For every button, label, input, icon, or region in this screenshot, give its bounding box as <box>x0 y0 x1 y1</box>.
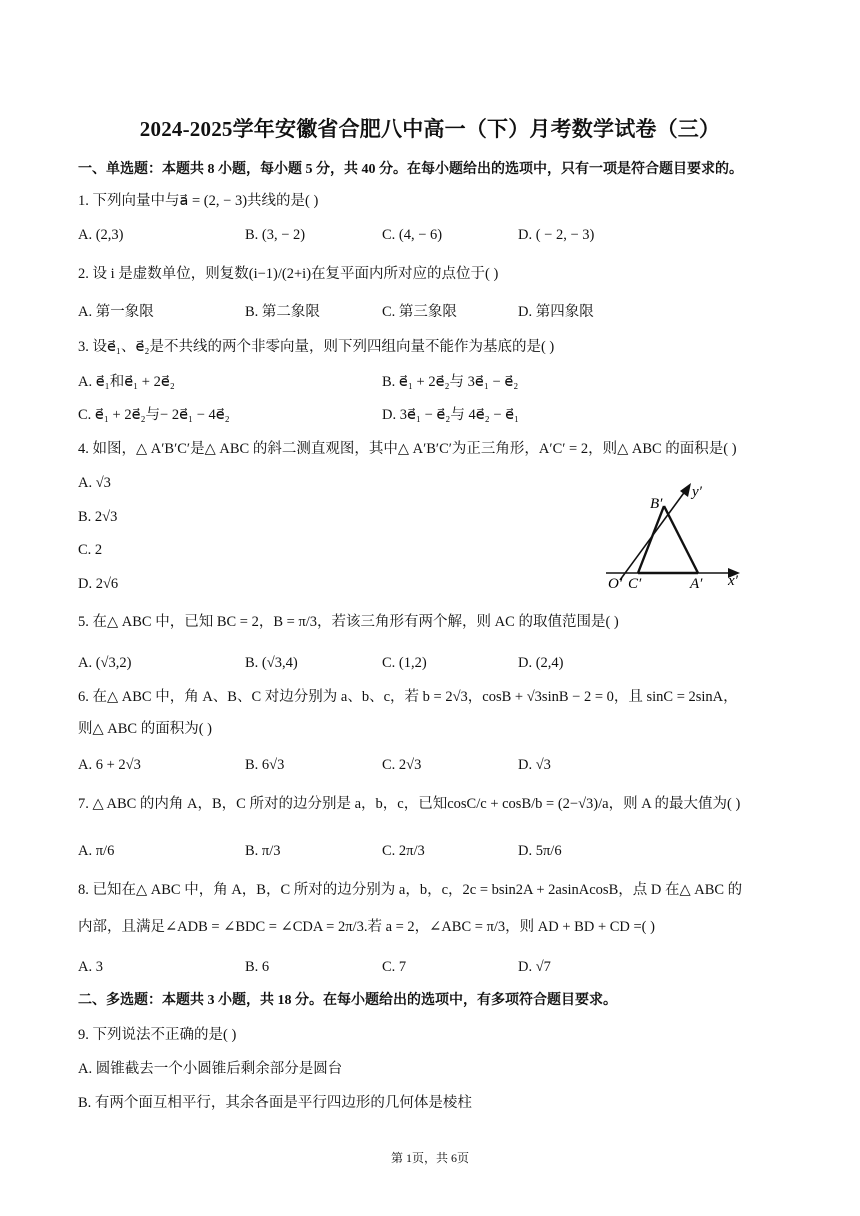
option-d: D. √7 <box>518 959 551 975</box>
option-a: A. (√3,2) <box>78 655 132 671</box>
question-2-options <box>78 302 798 322</box>
option-d: D. 第四象限 <box>518 304 594 320</box>
question-3-options-row2 <box>78 405 798 425</box>
option-b: B. (√3,4) <box>245 655 298 671</box>
label-x-prime: x′ <box>728 573 738 589</box>
option-c: C. e⃗₁ + 2e⃗₂与− 2e⃗₁ − 4e⃗₂ <box>78 407 230 423</box>
option-b: B. 6 <box>245 959 270 975</box>
question-1-stem: 1. 下列向量中与a⃗ = (2, − 3)共线的是( ) <box>78 193 319 209</box>
option-c: C. (4, − 6) <box>382 227 443 243</box>
option-a: A. √3 <box>78 475 111 491</box>
option-a: A. π/6 <box>78 843 115 859</box>
label-a-prime: A′ <box>690 576 703 590</box>
side-c-b <box>638 506 664 573</box>
question-8-options <box>78 957 798 977</box>
option-a: A. (2,3) <box>78 227 124 243</box>
option-d: D. √3 <box>518 757 551 773</box>
option-c: C. 7 <box>382 959 407 975</box>
question-4-stem: 4. 如图，△ A′B′C′是△ ABC 的斜二测直观图，其中△ A′B′C′为正三角形，A′C′ = 2，则△ ABC 的面积是( ) <box>78 441 737 457</box>
option-b: B. π/3 <box>245 843 281 859</box>
option-c: C. 2√3 <box>382 757 422 773</box>
option-b: B. e⃗₁ + 2e⃗₂与 3e⃗₁ − e⃗₂ <box>382 374 519 390</box>
option-d: D. (2,4) <box>518 655 564 671</box>
section-multi-choice-heading: 二、多选题：本题共 3 小题，共 18 分。在每小题给出的选项中，有多项符合题目要求。 <box>78 993 617 1008</box>
question-6-stem-cont: 则△ ABC 的面积为( ) <box>78 721 212 737</box>
question-3-options-row1 <box>78 372 798 392</box>
option-d: D. 2√6 <box>78 576 119 592</box>
option-b: B. 第二象限 <box>245 304 320 320</box>
page-title: 2024-2025学年安徽省合肥八中高一（下）月考数学试卷（三） <box>139 117 721 141</box>
option-c: C. (1,2) <box>382 655 427 671</box>
option-a: A. 6 + 2√3 <box>78 757 141 773</box>
question-6-options <box>78 755 798 775</box>
option-b: B. 6√3 <box>245 757 285 773</box>
question-8-stem: 8. 已知在△ ABC 中，角 A，B，C 所对的边分别为 a，b，c，2c = bsin2A + 2asinAcosB，点 D 在△ ABC 的 <box>78 882 743 898</box>
side-b-a <box>664 506 698 573</box>
question-2-stem: 2. 设 i 是虚数单位，则复数(i−1)/(2+i)在复平面内所对应的点位于( ) <box>78 266 499 282</box>
option-a: A. 3 <box>78 959 103 975</box>
question-8-stem-cont: 内部，且满足∠ADB = ∠BDC = ∠CDA = 2π/3.若 a = 2，∠ABC = π/3，则 AD + BD + CD =( ) <box>78 919 655 935</box>
option-b: B. (3, − 2) <box>245 227 306 243</box>
page-footer: 第 1页，共 6页 <box>390 1151 469 1165</box>
option-a: A. 第一象限 <box>78 304 154 320</box>
label-o-prime: O′ <box>608 576 623 590</box>
option-b: B. 2√3 <box>78 509 118 525</box>
question-5-stem: 5. 在△ ABC 中，已知 BC = 2，B = π/3，若该三角形有两个解，则 AC 的取值范围是( ) <box>78 614 619 630</box>
question-7-options <box>78 841 798 861</box>
option-d: D. ( − 2, − 3) <box>518 227 595 243</box>
label-y-prime: y′ <box>692 484 702 500</box>
option-b: B. 有两个面互相平行，其余各面是平行四边形的几何体是棱柱 <box>78 1095 472 1111</box>
option-a: A. e⃗₁和e⃗₁ + 2e⃗₂ <box>78 374 175 390</box>
option-c: C. 2π/3 <box>382 843 425 859</box>
option-d: D. 3e⃗₁ − e⃗₂与 4e⃗₂ − e⃗₁ <box>382 407 520 423</box>
question-7-stem: 7. △ ABC 的内角 A，B，C 所对的边分别是 a，b，c，已知cosC/c + cosB/b = (2−√3)/a，则 A 的最大值为( ) <box>78 796 741 812</box>
label-c-prime: C′ <box>628 576 642 590</box>
option-d: D. 5π/6 <box>518 843 562 859</box>
question-6-stem: 6. 在△ ABC 中，角 A、B、C 对边分别为 a、b、c，若 b = 2√3，cosB + √3sinB − 2 = 0，且 sinC = 2sinA， <box>78 689 738 705</box>
question-1-options <box>78 225 798 245</box>
option-a: A. 圆锥截去一个小圆锥后剩余部分是圆台 <box>78 1061 343 1077</box>
question-9-stem: 9. 下列说法不正确的是( ) <box>78 1027 237 1043</box>
option-c: C. 2 <box>78 542 103 558</box>
label-b-prime: B′ <box>650 496 663 512</box>
question-3-stem: 3. 设e⃗₁、e⃗₂是不共线的两个非零向量，则下列四组向量不能作为基底的是( ) <box>78 339 555 355</box>
section-single-choice-heading: 一、单选题：本题共 8 小题，每小题 5 分，共 40 分。在每小题给出的选项中，只有一项是符合题目要求的。 <box>78 162 743 177</box>
option-c: C. 第三象限 <box>382 304 457 320</box>
question-5-options <box>78 653 798 673</box>
oblique-triangle-diagram <box>600 478 750 590</box>
